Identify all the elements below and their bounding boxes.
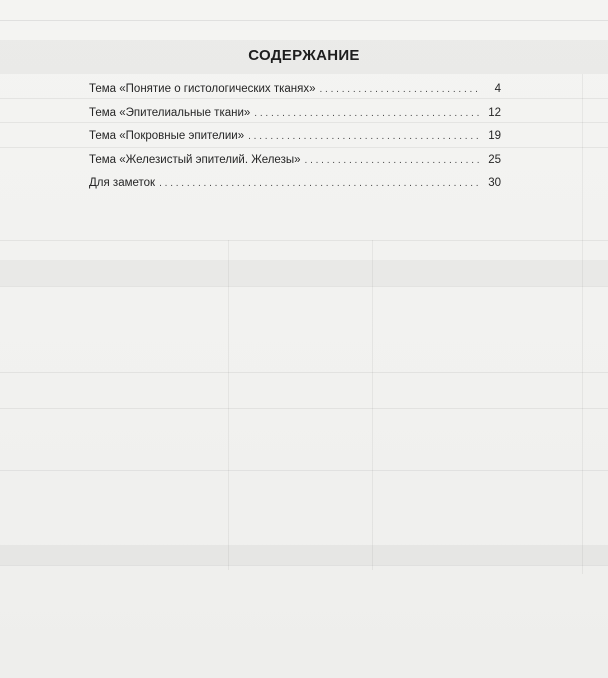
page-header-rule bbox=[0, 20, 608, 21]
toc-entry[interactable] bbox=[89, 83, 501, 107]
toc-entry-title: Тема «Железистый эпителий. Железы» bbox=[89, 153, 301, 166]
bleed-through-line bbox=[0, 565, 608, 566]
bleed-through-band bbox=[0, 545, 608, 565]
toc-entry-page: 19 bbox=[488, 130, 501, 142]
toc-entry-title: Тема «Покровные эпителии» bbox=[89, 130, 245, 142]
dot-leader bbox=[320, 84, 482, 95]
bleed-through-band bbox=[0, 260, 608, 286]
toc-entry-page: 30 bbox=[488, 177, 501, 189]
bleed-through-line bbox=[228, 240, 229, 570]
toc-entry-page: 12 bbox=[488, 106, 501, 119]
dot-leader bbox=[254, 108, 481, 119]
page-title: СОДЕРЖАНИЕ bbox=[248, 47, 360, 64]
toc-entry[interactable] bbox=[89, 130, 501, 154]
dot-leader bbox=[248, 131, 481, 142]
bleed-through-line bbox=[0, 372, 608, 373]
table-of-contents bbox=[89, 83, 501, 201]
dot-leader bbox=[159, 178, 481, 189]
toc-entry[interactable] bbox=[89, 107, 501, 131]
bleed-through-line bbox=[0, 408, 608, 409]
bleed-through-line bbox=[582, 74, 583, 574]
dot-leader bbox=[305, 155, 481, 166]
bleed-through-line bbox=[372, 240, 373, 570]
toc-entry-title: Тема «Эпителиальные ткани» bbox=[89, 106, 251, 119]
toc-entry-page: 4 bbox=[494, 83, 501, 95]
bleed-through-line bbox=[0, 286, 608, 287]
toc-entry[interactable] bbox=[89, 154, 501, 178]
toc-entry-page: 25 bbox=[488, 153, 501, 166]
bleed-through-line bbox=[0, 470, 608, 471]
toc-entry-title: Тема «Понятие о гистологических тканях» bbox=[89, 83, 316, 95]
toc-entry[interactable] bbox=[89, 177, 501, 201]
toc-entry-title: Для заметок bbox=[89, 177, 156, 189]
bleed-through-line bbox=[0, 240, 608, 241]
